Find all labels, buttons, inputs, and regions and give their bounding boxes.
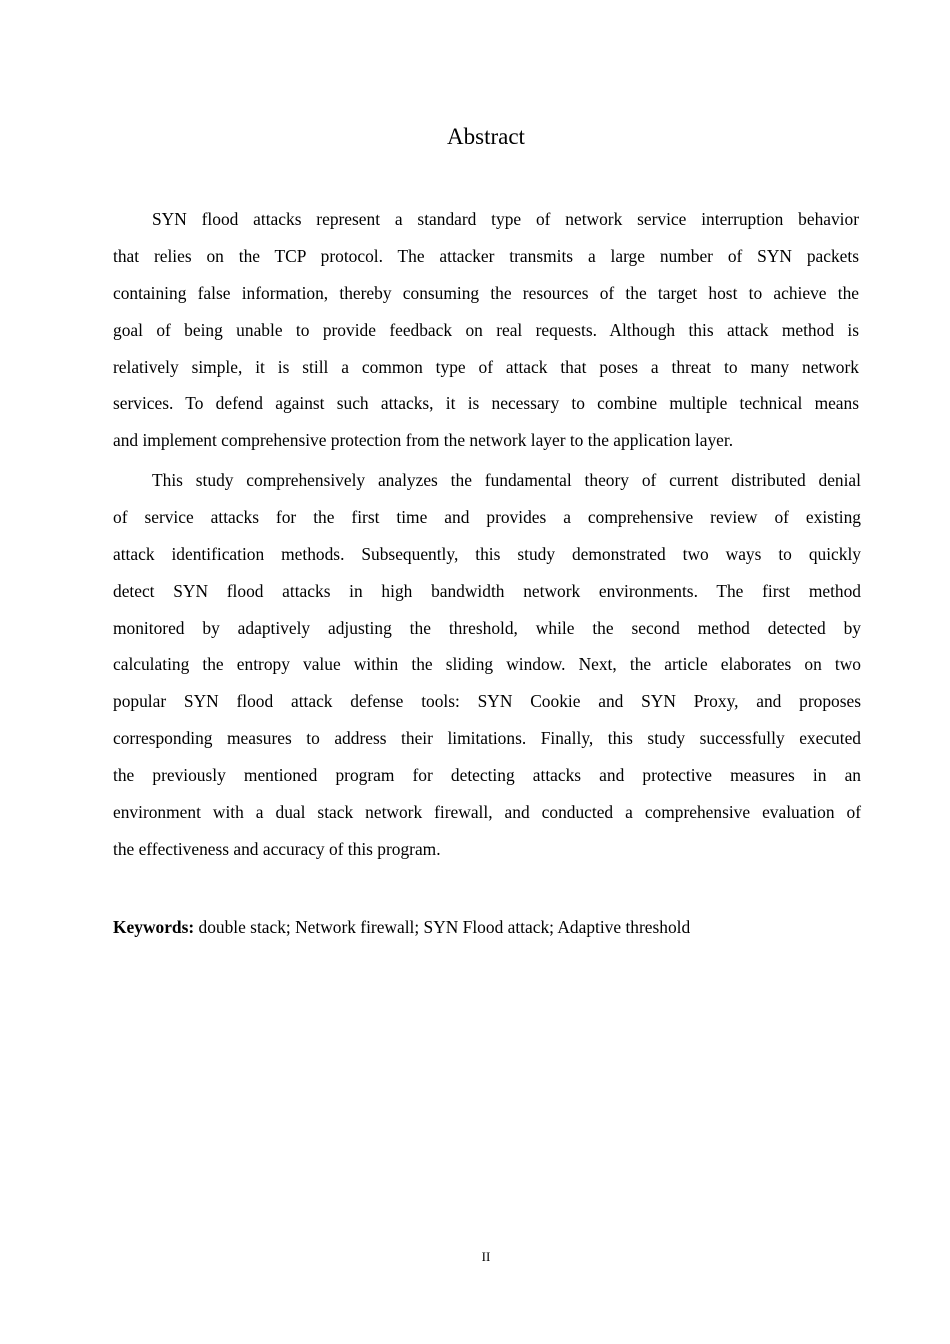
text-line: This study comprehensively analyzes the fundamental theory of current distributed denial xyxy=(152,470,861,490)
text-line: relatively simple, it is still a common type of attack that poses a threat to many network xyxy=(113,356,859,377)
text-line: and implement comprehensive protection from the network layer to the application layer. xyxy=(113,430,734,451)
text-line: that relies on the TCP protocol. The attacker transmits a large number of SYN packets xyxy=(113,245,859,266)
text-line: the previously mentioned program for detecting attacks and protective measures in an xyxy=(113,765,861,786)
text-line: environment with a dual stack network firewall, and conducted a comprehensive evaluation of xyxy=(113,802,861,823)
text-line: SYN flood attacks represent a standard type of network service interruption behavior xyxy=(152,209,859,229)
text-line: containing false information, thereby consuming the resources of the target host to achieve the xyxy=(113,282,859,303)
page-number: II xyxy=(481,1249,491,1264)
text-line: calculating the entropy value within the sliding window. Next, the article elaborates on two xyxy=(113,654,861,675)
text-line: attack identification methods. Subsequently, this study demonstrated two ways to quickly xyxy=(113,543,861,564)
text-line: of service attacks for the first time and provides a comprehensive review of existing xyxy=(113,506,861,527)
text-line: popular SYN flood attack defense tools: SYN Cookie and SYN Proxy, and proposes xyxy=(113,691,861,712)
keywords-text: double stack; Network firewall; SYN Flood attack; Adaptive threshold xyxy=(194,917,691,937)
abstract-title: Abstract xyxy=(447,124,525,149)
keywords-label: Keywords: xyxy=(113,917,195,937)
text-line: services. To defend against such attacks, it is necessary to combine multiple technical means xyxy=(113,393,859,414)
abstract-paragraph-1 xyxy=(113,207,859,465)
keywords xyxy=(113,915,690,939)
abstract-paragraph-2 xyxy=(113,468,861,874)
text-line: the effectiveness and accuracy of this program. xyxy=(113,838,441,859)
text-line: detect SYN flood attacks in high bandwidth network environments. The first method xyxy=(113,580,861,601)
text-line: monitored by adaptively adjusting the threshold, while the second method detected by xyxy=(113,617,861,638)
text-line: corresponding measures to address their limitations. Finally, this study successfully executed xyxy=(113,728,861,749)
text-line: goal of being unable to provide feedback on real requests. Although this attack method is xyxy=(113,319,859,340)
